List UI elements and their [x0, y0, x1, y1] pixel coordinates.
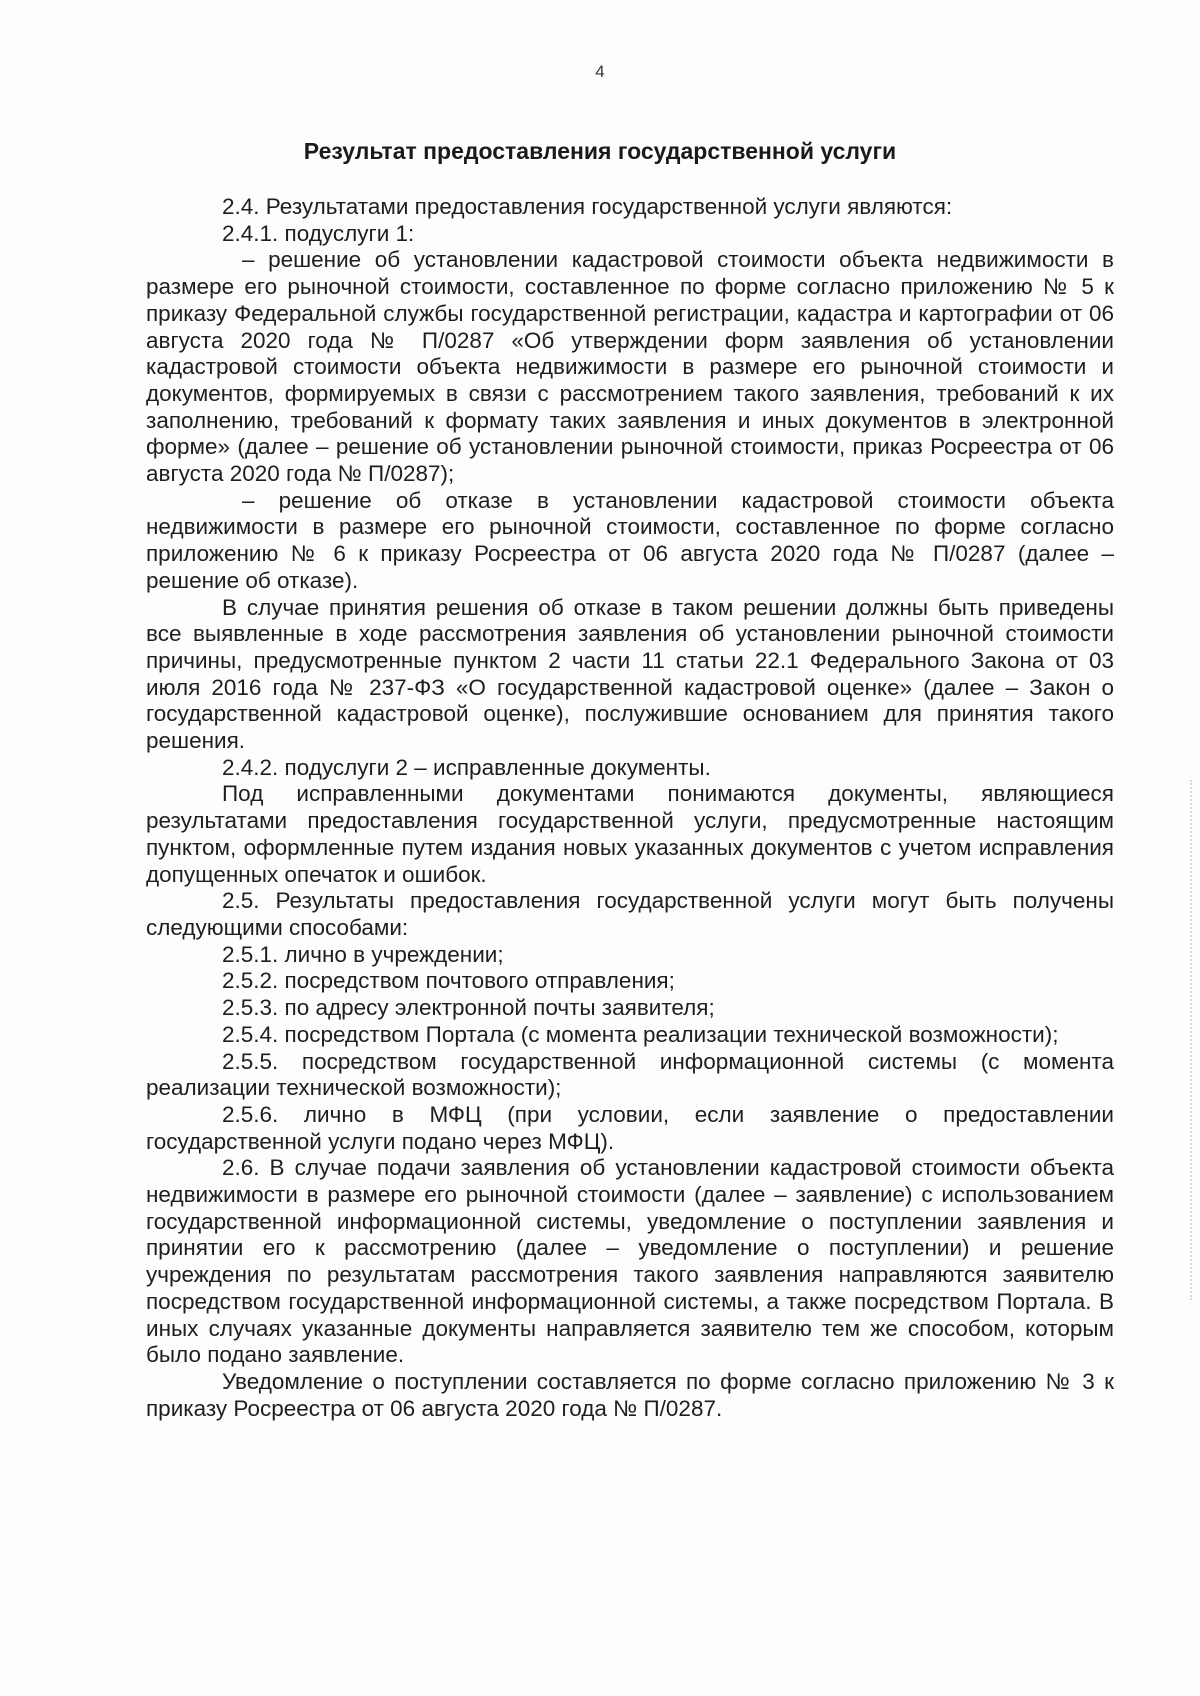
- paragraph-2-5: 2.5. Результаты предоставления государственной услуги могут быть получены следующими способами:: [146, 888, 1114, 940]
- paragraph-2-5-5: 2.5.5. посредством государственной информационной системы (с момента реализации технической возможности);: [146, 1048, 1114, 1101]
- paragraph-2-5-3: 2.5.3. по адресу электронной почты заявителя;: [222, 995, 715, 1021]
- paragraph-2-4-2: 2.4.2. подуслуги 2 – исправленные документы.: [222, 754, 711, 780]
- paragraph-2-5-2: 2.5.2. посредством почтового отправления;: [222, 968, 675, 994]
- paragraph-2-5-1: 2.5.1. лично в учреждении;: [222, 941, 504, 967]
- page-number: 4: [595, 62, 605, 81]
- paragraph-refusal-reasons: В случае принятия решения об отказе в таком решении должны быть приведены все выявленные в ходе рассмотрения заявления об установлении рыночной стоимости причины, предусмотренные пунктом 2 части 11 статьи 22.1 Федерального Закона от 03 июля 2016 года № 237-ФЗ «О государственной кадастровой оценке» (далее – Закон о государственной кадастровой оценке), послужившие основанием для принятия такого решения.: [146, 594, 1114, 754]
- paragraph-decision-refusal: – решение об отказе в установлении кадастровой стоимости объекта недвижимости в размере его рыночной стоимости, составленное по форме согласно приложению № 6 к приказу Росреестра от 06 августа 2020 года № П/0287 (далее – решение об отказе).: [146, 487, 1114, 593]
- paragraph-corrected-documents: Под исправленными документами понимаются документы, являющиеся результатами предоставления государственной услуги, предусмотренные настоящим пунктом, оформленные путем издания новых указанных документов с учетом исправления допущенных опечаток и ошибок.: [146, 781, 1114, 887]
- paragraph-2-6: 2.6. В случае подачи заявления об установлении кадастровой стоимости объекта недвижимости в размере его рыночной стоимости (далее – заявление) с использованием государственной информационной системы, уведомление о поступлении заявления и принятии его к рассмотрению (далее – уведомление о поступлении) и решение учреждения по результатам рассмотрения такого заявления направляются заявителю посредством государственной информационной системы, а также посредством Портала. В иных случаях указанные документы направляется заявителю тем же способом, которым было подано заявление.: [146, 1155, 1114, 1368]
- paragraph-2-4: 2.4. Результатами предоставления государственной услуги являются:: [222, 194, 953, 219]
- paragraph-decision-market-value: – решение об установлении кадастровой стоимости объекта недвижимости в размере его рыночной стоимости, составленное по форме согласно приложению № 5 к приказу Федеральной службы государственной регистрации, кадастра и картографии от 06 августа 2020 года № П/0287 «Об утверждении форм заявления об установлении кадастровой стоимости объекта недвижимости в размере его рыночной стоимости и документов, формируемых в связи с рассмотрением такого заявления, требований к их заполнению, требований к формату таких заявления и иных документов в электронной форме» (далее – решение об установлении рыночной стоимости, приказ Росреестра от 06 августа 2020 года № П/0287);: [146, 247, 1114, 487]
- paragraph-2-5-6: 2.5.6. лично в МФЦ (при условии, если заявление о предоставлении государственной услуги подано через МФЦ).: [146, 1101, 1114, 1154]
- paragraph-notification-form: Уведомление о поступлении составляется по форме согласно приложению № 3 к приказу Росреестра от 06 августа 2020 года № П/0287.: [146, 1368, 1114, 1421]
- paragraph-2-5-4: 2.5.4. посредством Портала (с момента реализации технической возможности);: [222, 1021, 1059, 1047]
- document-body: [146, 194, 1114, 1422]
- section-title: Результат предоставления государственной услуги: [303, 138, 897, 164]
- paragraph-2-4-1: 2.4.1. подуслуги 1:: [222, 220, 415, 246]
- scan-edge-artifact: [1188, 780, 1192, 1300]
